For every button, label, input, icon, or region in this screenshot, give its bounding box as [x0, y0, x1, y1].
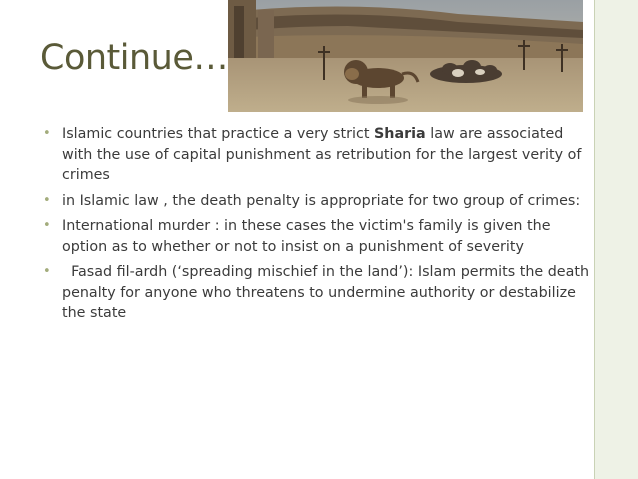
side-decor-bar: [594, 0, 638, 479]
bullet-text: in Islamic law , the death penalty is appropriate for two group of crimes:: [62, 192, 581, 209]
bullet-text-end: law are associated with the use of capital punishment as retribution for the largest verity of crimes: [62, 126, 582, 183]
bullet-marker: •: [43, 218, 51, 233]
colosseum-lion-painting-image: [228, 0, 583, 112]
bullet-text: International murder : in these cases the victim's family is given the option as to whether or not to insist on a punishment of severity: [62, 218, 551, 255]
side-decor-line: [594, 0, 595, 479]
slide-title: Continue…: [40, 38, 228, 78]
bullet-item: [40, 124, 590, 186]
bullet-bold-term: Sharia: [373, 126, 426, 142]
bullet-item: [40, 262, 594, 324]
bullet-text: Fasad fil-ardh (‘spreading mischief in the land’): Islam permits the death penalty for anyone who threatens to undermine authority or destabilize the state: [62, 264, 594, 321]
bullet-item: [40, 216, 590, 257]
bullet-list: [40, 124, 594, 329]
bullet-text-start: Islamic countries that practice a very strict: [62, 126, 374, 142]
bullet-item: [40, 191, 590, 212]
bullet-marker: •: [43, 264, 51, 279]
colosseum-lion-painting-icon: [228, 0, 583, 112]
bullet-marker: •: [43, 126, 51, 141]
bullet-marker: •: [43, 192, 51, 208]
